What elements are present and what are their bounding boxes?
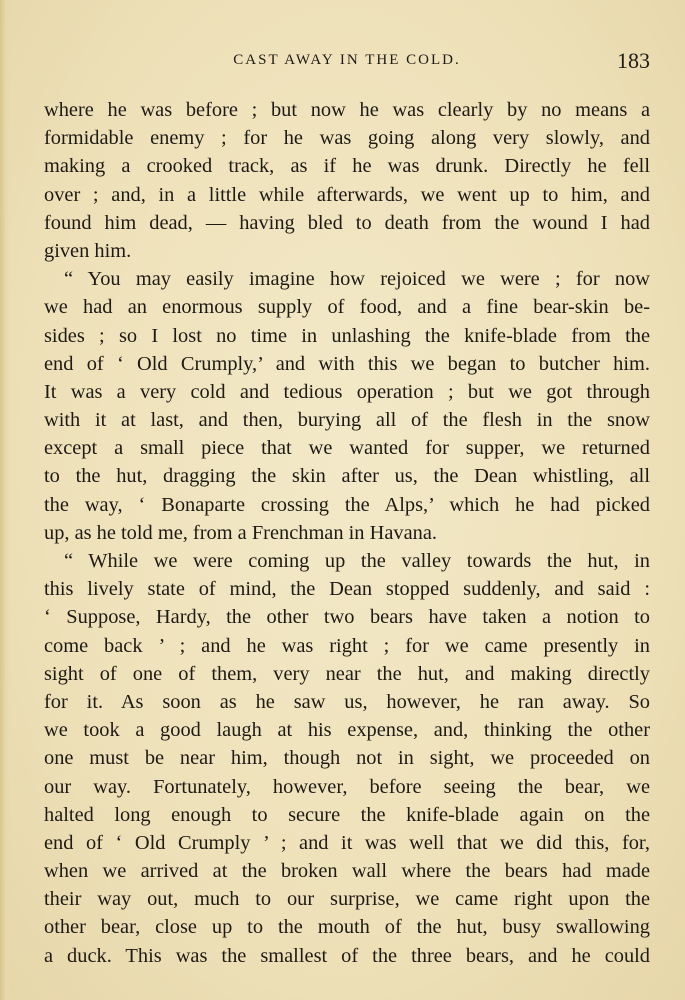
text-line: It was a very cold and tedious operation ; but we got through [44,380,650,403]
text-line: one must be near him, though not in sight, we proceeded on [44,747,650,770]
running-title: CAST AWAY IN THE COLD. [233,52,461,68]
text-line: this lively state of mind, the Dean stopped suddenly, and said : [44,578,650,601]
text-line: end of ‘ Old Crumply,’ and with this we began to butcher him. [44,352,650,375]
text-line: we had an enormous supply of food, and a fine bear-skin be- [44,296,650,319]
text-line: with it at last, and then, burying all of the flesh in the snow [44,409,650,432]
text-line: ‘ Suppose, Hardy, the other two bears have taken a notion to [44,606,650,629]
text-line: the way, ‘ Bonaparte crossing the Alps,’ which he had picked [44,493,650,516]
text-line: found him dead, — having bled to death from the wound I had [44,211,650,234]
text-line: where he was before ; but now he was clearly by no means a [44,99,650,121]
text-line: up, as he told me, from a Frenchman in Havana. [44,521,437,544]
text-line: making a crooked track, as if he was drunk. Directly he fell [44,155,650,178]
page-header [44,48,650,80]
text-line: end of ‘ Old Crumply ’ ; and it was well that we did this, for, [44,831,650,854]
text-line: for it. As soon as he saw us, however, he ran away. So [44,690,650,713]
page-edge [0,0,10,1000]
text-line: other bear, close up to the mouth of the hut, busy swallowing [44,916,650,939]
page-number: 183 [617,48,650,73]
text-line: to the hut, dragging the skin after us, the Dean whistling, all [44,465,650,488]
text-line: our way. Fortunately, however, before seeing the bear, we [44,775,650,798]
text-line: formidable enemy ; for he was going along very slowly, and [44,127,650,150]
text-line: sides ; so I lost no time in unlashing the knife-blade from the [44,324,650,347]
text-line: halted long enough to secure the knife-blade again on the [44,803,650,826]
text-line: we took a good laugh at his expense, and, thinking the other [44,719,650,742]
text-line: sight of one of them, very near the hut, and making directly [44,662,650,685]
text-line: when we arrived at the broken wall where the bears had made [44,860,650,883]
text-line: given him. [44,239,132,262]
text-line: “ You may easily imagine how rejoiced we were ; for now [64,268,650,291]
body-text [44,96,650,970]
text-line: a duck. This was the smallest of the three bears, and he could [44,944,650,967]
text-line: their way out, much to our surprise, we came right upon the [44,888,650,911]
text-line: come back ’ ; and he was right ; for we came presently in [44,634,650,657]
text-line: except a small piece that we wanted for supper, we returned [44,437,650,460]
text-line: over ; and, in a little while afterwards, we went up to him, and [44,183,650,206]
text-line: “ While we were coming up the valley towards the hut, in [64,550,650,572]
